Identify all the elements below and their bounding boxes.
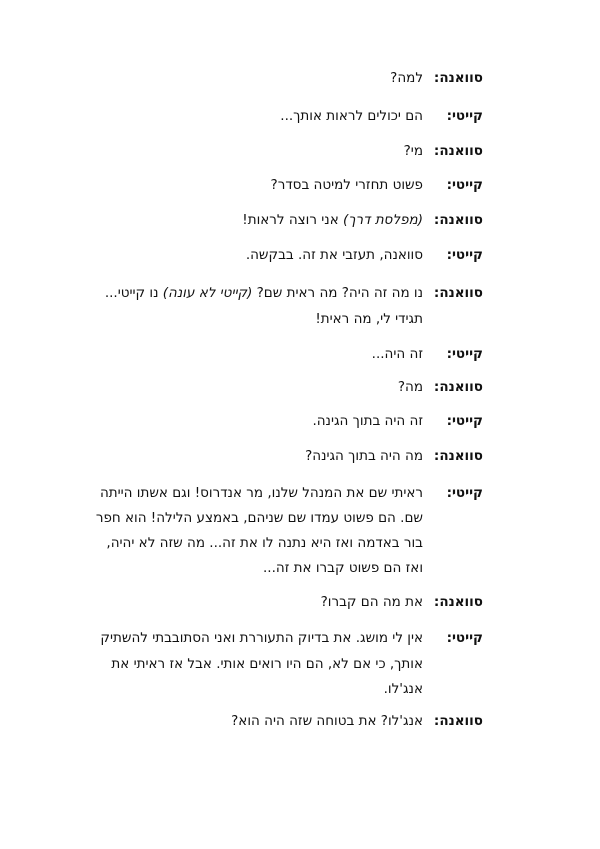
dialogue-line-continued bbox=[0, 676, 600, 702]
speaker-name: קייטי: bbox=[446, 630, 483, 646]
dialogue-text-part: נו מה זה היה? מה ראית שם? bbox=[252, 285, 423, 301]
dialogue-line bbox=[0, 138, 600, 164]
dialogue-line bbox=[0, 625, 600, 651]
speaker-name: סוואנה: bbox=[433, 713, 483, 729]
dialogue-line bbox=[0, 207, 600, 233]
dialogue-text: למה? bbox=[390, 70, 423, 86]
dialogue-text: אנג'לו? את בטוחה שזה היה הוא? bbox=[231, 713, 423, 729]
dialogue-text-part: נו קייטי... bbox=[104, 285, 163, 301]
dialogue-text: הם יכולים לראות אותך... bbox=[280, 108, 423, 124]
speaker-name: קייטי: bbox=[446, 413, 483, 429]
dialogue-text: מי? bbox=[403, 143, 423, 159]
speaker-name: קייטי: bbox=[446, 108, 483, 124]
speaker-name: סוואנה: bbox=[433, 285, 483, 301]
stage-direction: (קייטי לא עונה) bbox=[162, 285, 253, 301]
dialogue-text: שם. הם פשוט עמדו שם שניהם, באמצע הלילה! הוא חפר bbox=[95, 510, 423, 526]
speaker-name: סוואנה: bbox=[433, 70, 483, 86]
speaker-name: סוואנה: bbox=[433, 594, 483, 610]
dialogue-line bbox=[0, 443, 600, 469]
dialogue-line bbox=[0, 242, 600, 268]
dialogue-text: אנג'לו. bbox=[383, 681, 423, 697]
dialogue-text: מה? bbox=[397, 379, 423, 395]
dialogue-line-continued bbox=[0, 651, 600, 677]
dialogue-line bbox=[0, 103, 600, 129]
dialogue-text: אין לי מושג. את בדיוק התעוררת ואני הסתובבתי להשתיק bbox=[100, 630, 423, 646]
dialogue-text: ראיתי שם את המנהל שלנו, מר אנדרוס! וגם אשתו הייתה bbox=[99, 485, 423, 501]
speaker-name: קייטי: bbox=[446, 346, 483, 362]
speaker-name: סוואנה: bbox=[433, 448, 483, 464]
dialogue-line bbox=[0, 172, 600, 198]
dialogue-line bbox=[0, 480, 600, 506]
speaker-name: קייטי: bbox=[446, 485, 483, 501]
dialogue-text: זה היה... bbox=[371, 346, 423, 362]
dialogue-line-continued bbox=[0, 306, 600, 332]
dialogue-line-continued bbox=[0, 555, 600, 581]
speaker-name: סוואנה: bbox=[433, 212, 483, 228]
dialogue-text: מה היה בתוך הגינה? bbox=[305, 448, 423, 464]
dialogue-line-continued bbox=[0, 505, 600, 531]
speaker-name: קייטי: bbox=[446, 177, 483, 193]
dialogue-text: פשוט תחזרי למיטה בסדר? bbox=[270, 177, 423, 193]
dialogue-text bbox=[78, 280, 423, 306]
dialogue-text: בור באדמה ואז היא נתנה לו את זה... מה שזה לא יהיה, bbox=[106, 535, 423, 551]
dialogue-line bbox=[0, 589, 600, 615]
dialogue-text: סוואנה, תעזבי את זה. בבקשה. bbox=[245, 247, 423, 263]
dialogue-text: אותך, כי אם לא, הם היו רואים אותי. אבל אז ראיתי את bbox=[111, 656, 423, 672]
stage-direction: (מפלסת דרך) bbox=[343, 212, 423, 228]
dialogue-line bbox=[0, 65, 600, 91]
dialogue-text bbox=[78, 207, 423, 233]
speaker-name: סוואנה: bbox=[433, 379, 483, 395]
dialogue-text-part: אני רוצה לראות! bbox=[242, 212, 344, 228]
dialogue-line bbox=[0, 708, 600, 734]
dialogue-line bbox=[0, 341, 600, 367]
dialogue-line bbox=[0, 280, 600, 306]
dialogue-text: ואז הם פשוט קברו את זה... bbox=[263, 560, 423, 576]
speaker-name: סוואנה: bbox=[433, 143, 483, 159]
dialogue-line bbox=[0, 374, 600, 400]
dialogue-line-continued bbox=[0, 530, 600, 556]
dialogue-text: תגידי לי, מה ראית! bbox=[315, 311, 423, 327]
dialogue-line bbox=[0, 408, 600, 434]
dialogue-text: זה היה בתוך הגינה. bbox=[312, 413, 423, 429]
dialogue-text: את מה הם קברו? bbox=[320, 594, 423, 610]
speaker-name: קייטי: bbox=[446, 247, 483, 263]
